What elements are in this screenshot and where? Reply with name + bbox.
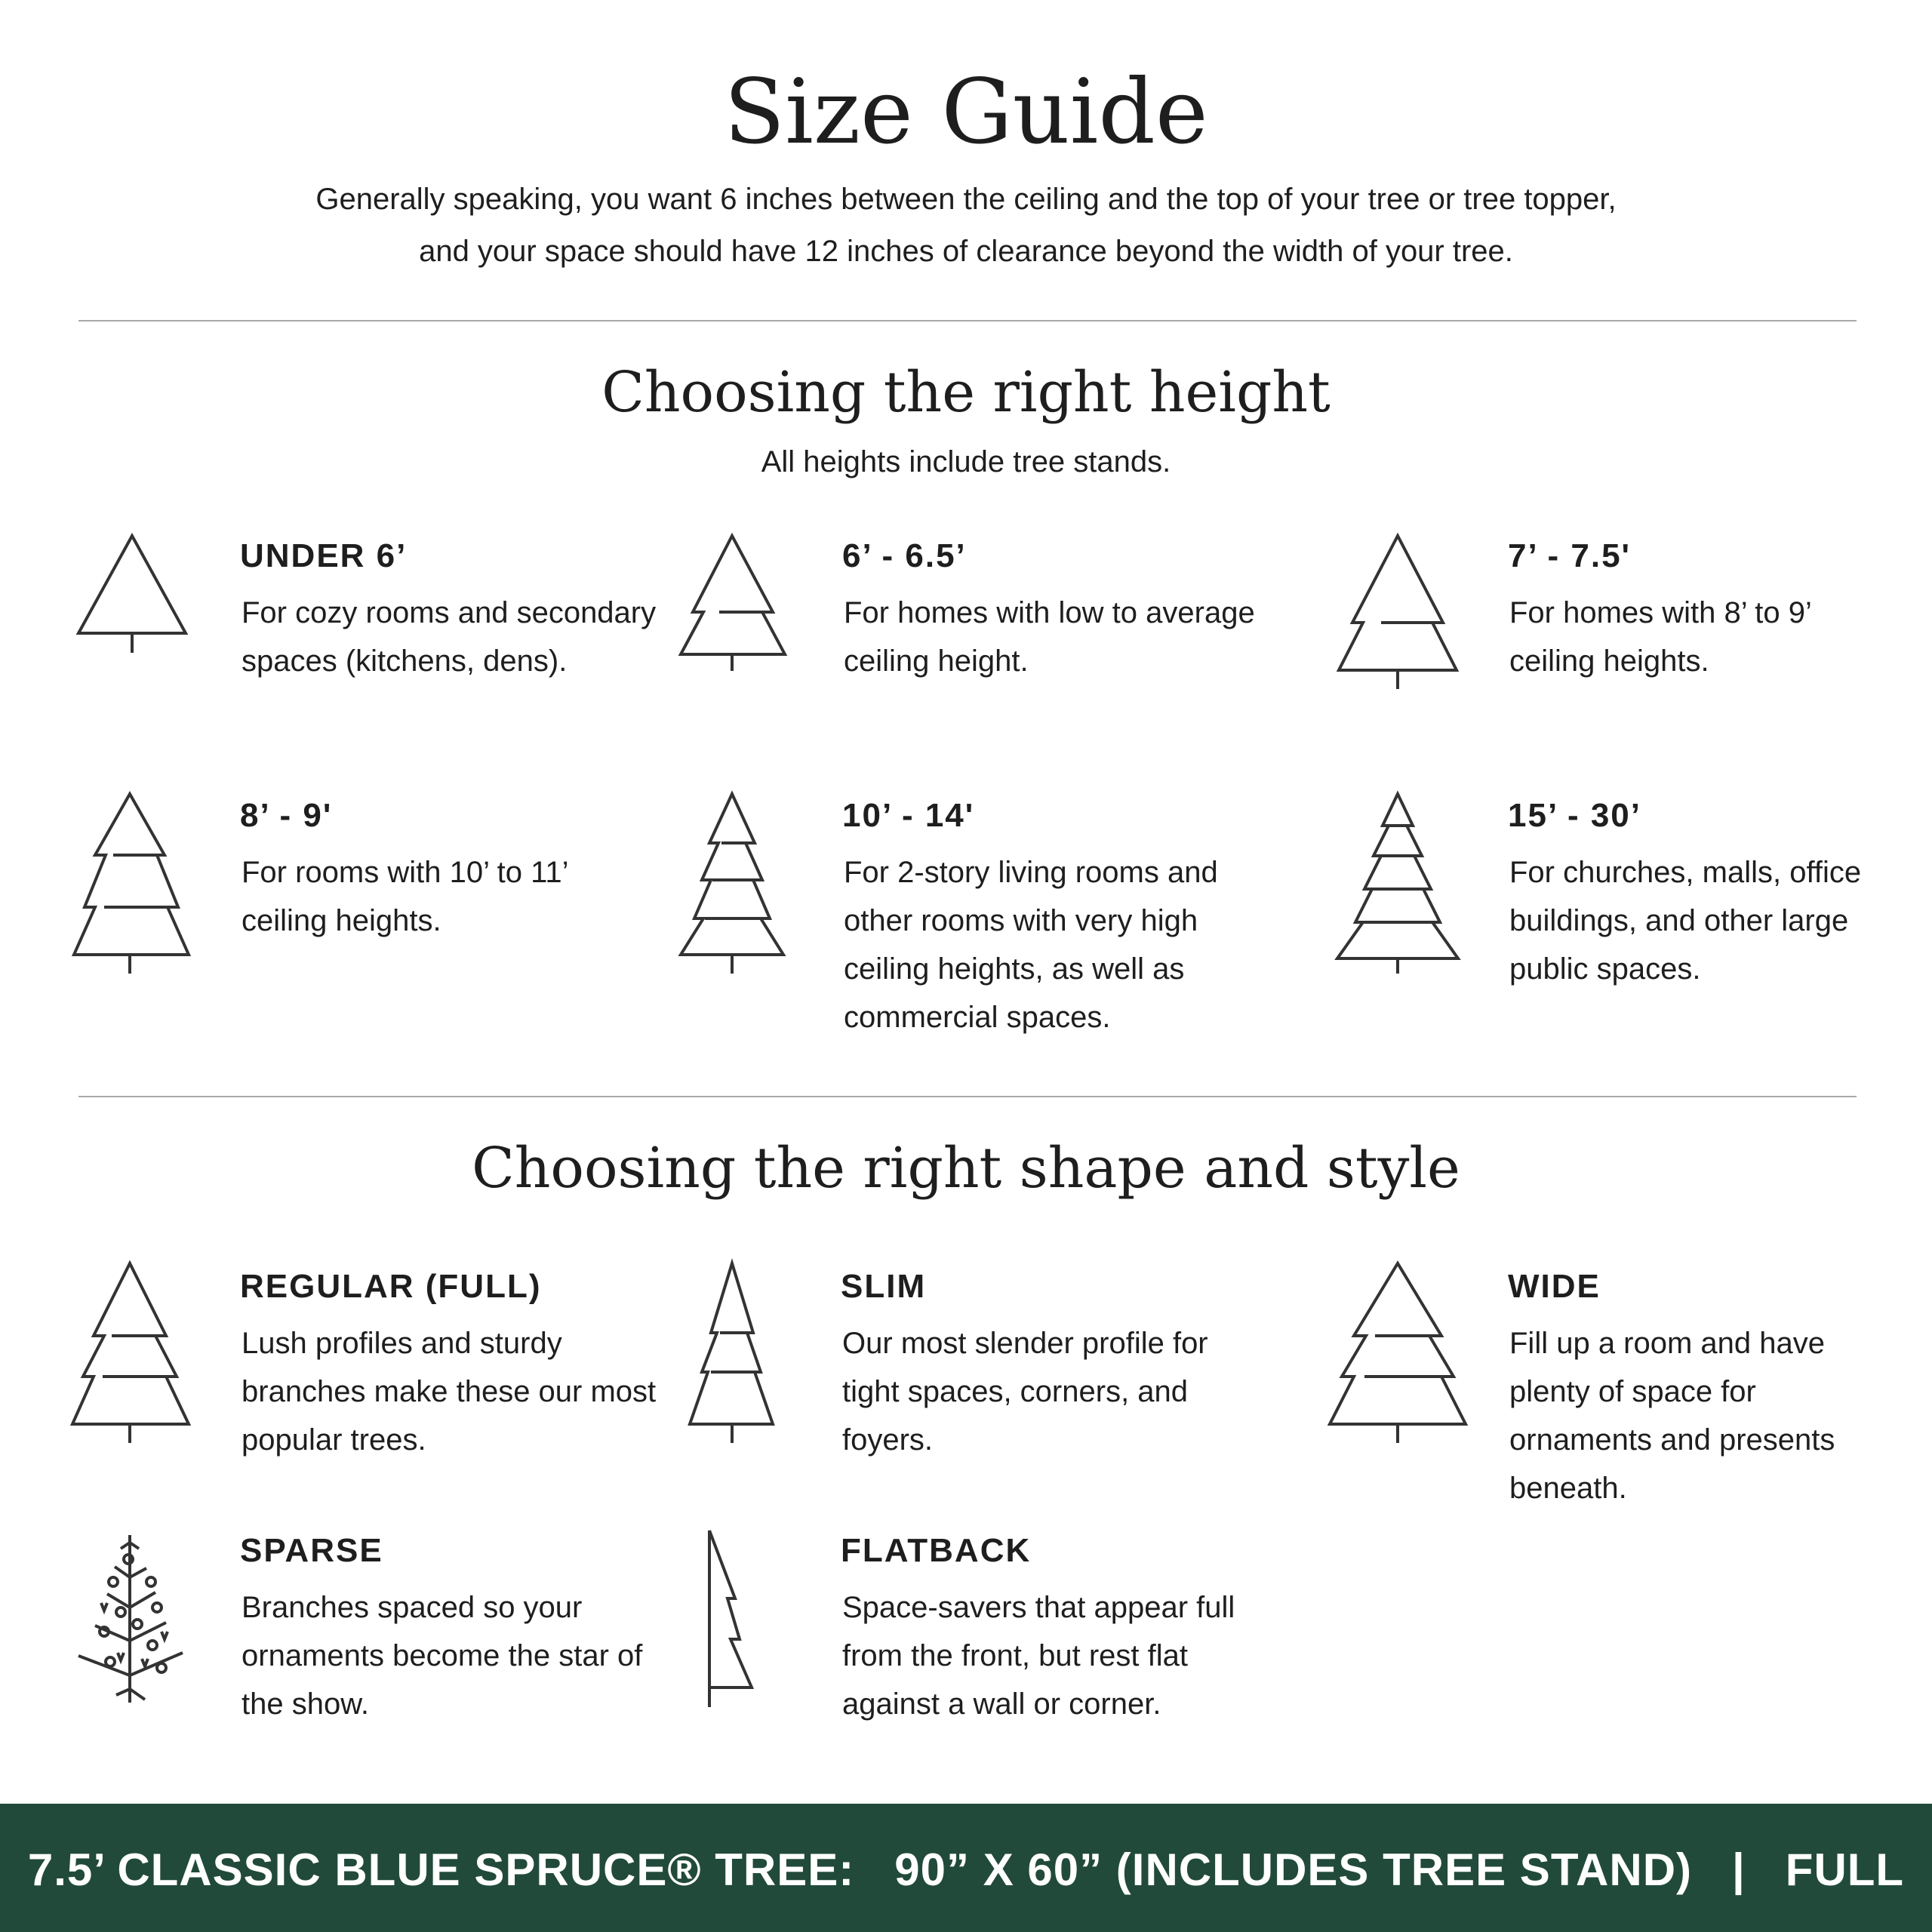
height-option-heading: 6’ - 6.5’	[842, 537, 967, 574]
wide-tree-icon	[1328, 1262, 1467, 1443]
product-banner	[0, 1804, 1932, 1932]
height-section-title: Choosing the right height	[601, 360, 1331, 425]
shape-option-desc: Fill up a room and have plenty of space for ornaments and presents beneath.	[1509, 1327, 1835, 1505]
shape-option-desc: Our most slender profile for tight spaces, corners, and foyers.	[842, 1327, 1208, 1457]
shape-option-heading: FLATBACK	[841, 1532, 1032, 1569]
shape-section-title: Choosing the right shape and style	[472, 1136, 1460, 1201]
height-section-subtitle: All heights include tree stands.	[761, 445, 1171, 478]
divider	[78, 1096, 1857, 1097]
flatback-tree-icon	[706, 1529, 759, 1710]
height-option-desc: For churches, malls, office buildings, and other large public spaces.	[1509, 856, 1862, 986]
height-option-desc: For 2-story living rooms and other rooms with very high ceiling heights, as well as commercial spaces.	[844, 856, 1218, 1034]
slim-tree-icon	[687, 1262, 777, 1443]
tree-2-tier-tall-icon	[1337, 534, 1458, 693]
shape-option-desc: Branches spaced so your ornaments become the star of the show.	[242, 1591, 643, 1721]
height-option-heading: 7’ - 7.5'	[1508, 537, 1631, 574]
height-option-desc: For homes with 8’ to 9’ ceiling heights.	[1509, 596, 1811, 678]
height-option-heading: 8’ - 9'	[240, 797, 333, 834]
page-title: Size Guide	[724, 60, 1208, 164]
shape-option-heading: SLIM	[841, 1268, 927, 1305]
tree-3-tier-icon	[72, 792, 193, 974]
shape-option-heading: REGULAR (FULL)	[240, 1268, 542, 1305]
height-option-desc: For rooms with 10’ to 11’ ceiling heights.	[242, 856, 568, 937]
tree-5-tier-icon	[1336, 792, 1460, 974]
regular-tree-icon	[71, 1262, 195, 1443]
product-banner-text: 7.5’ CLASSIC BLUE SPRUCE® TREE: 90” X 60” (INCLUDES TREE STAND) | FULL	[27, 1844, 1905, 1895]
height-option-heading: 15’ - 30’	[1508, 797, 1642, 834]
tree-2-tier-icon	[679, 534, 792, 674]
shape-option-desc: Space-savers that appear full from the front, but rest flat against a wall or corner.	[842, 1591, 1235, 1721]
intro-text: Generally speaking, you want 6 inches between the ceiling and the top of your tree or tree topper, and your space should have 12 inches of clearance beyond the width of your tree.	[315, 183, 1617, 268]
shape-option-heading: WIDE	[1508, 1268, 1601, 1305]
tree-4-tier-icon	[679, 792, 785, 974]
height-option-heading: UNDER 6’	[240, 537, 408, 574]
divider	[78, 320, 1857, 321]
height-option-desc: For cozy rooms and secondary spaces (kitchens, dens).	[242, 596, 657, 678]
height-option-heading: 10’ - 14'	[842, 797, 975, 834]
sparse-tree-icon	[72, 1532, 190, 1710]
shape-option-desc: Lush profiles and sturdy branches make these our most popular trees.	[242, 1327, 657, 1457]
tree-1-tier-icon	[77, 534, 190, 655]
shape-option-heading: SPARSE	[240, 1532, 383, 1569]
height-option-desc: For homes with low to average ceiling height.	[844, 596, 1255, 678]
